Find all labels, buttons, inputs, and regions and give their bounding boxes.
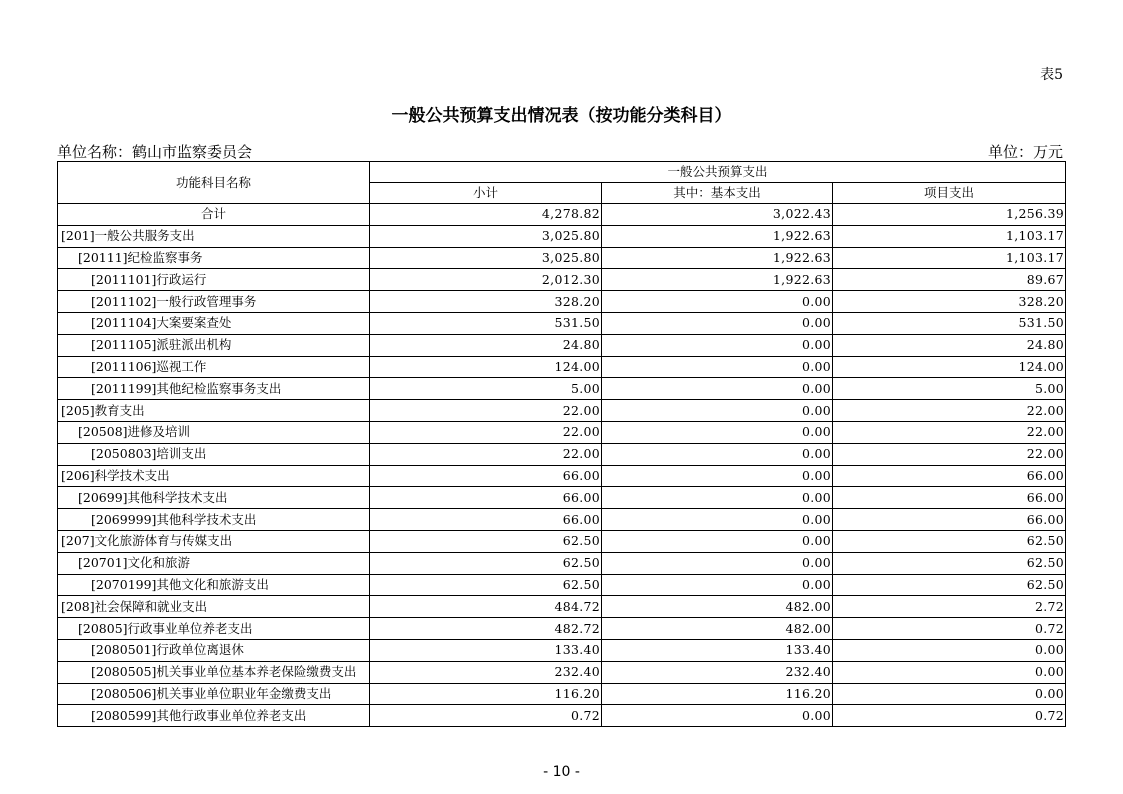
row-subtotal-cell: 5.00	[370, 378, 602, 400]
row-project-cell: 22.00	[833, 400, 1066, 422]
table-row	[58, 465, 1066, 487]
header-project: 项目支出	[833, 183, 1066, 204]
row-basic-cell: 0.00	[602, 356, 833, 378]
row-name-cell: [2011106]巡视工作	[58, 356, 370, 378]
row-subtotal-cell: 531.50	[370, 312, 602, 334]
row-basic-cell: 0.00	[602, 552, 833, 574]
row-subtotal-cell: 62.50	[370, 552, 602, 574]
header-function-name: 功能科目名称	[58, 162, 370, 204]
total-project: 1,256.39	[833, 204, 1066, 226]
table-number-label: 表5	[1040, 67, 1063, 83]
row-project-cell: 2.72	[833, 596, 1066, 618]
row-project-cell: 5.00	[833, 378, 1066, 400]
table-row	[58, 356, 1066, 378]
total-label: 合计	[58, 204, 370, 226]
row-name-cell: [2011102]一般行政管理事务	[58, 291, 370, 313]
table-row	[58, 334, 1066, 356]
table-row	[58, 443, 1066, 465]
table-row	[58, 596, 1066, 618]
row-name-cell: [2080506]机关事业单位职业年金缴费支出	[58, 683, 370, 705]
row-subtotal-cell: 2,012.30	[370, 269, 602, 291]
row-basic-cell: 1,922.63	[602, 247, 833, 269]
row-project-cell: 89.67	[833, 269, 1066, 291]
unit-name-label: 单位名称：鹤山市监察委员会	[57, 143, 253, 161]
row-subtotal-cell: 3,025.80	[370, 225, 602, 247]
row-project-cell: 66.00	[833, 509, 1066, 531]
row-basic-cell: 482.00	[602, 618, 833, 640]
row-subtotal-cell: 0.72	[370, 705, 602, 727]
row-basic-cell: 482.00	[602, 596, 833, 618]
row-basic-cell: 0.00	[602, 509, 833, 531]
row-name-cell: [208]社会保障和就业支出	[58, 596, 370, 618]
row-name-cell: [2080501]行政单位离退休	[58, 639, 370, 661]
table-row	[58, 639, 1066, 661]
total-row	[58, 204, 1066, 226]
row-basic-cell: 0.00	[602, 291, 833, 313]
row-name-cell: [2050803]培训支出	[58, 443, 370, 465]
row-name-cell: [20508]进修及培训	[58, 421, 370, 443]
row-project-cell: 62.50	[833, 530, 1066, 552]
row-subtotal-cell: 66.00	[370, 487, 602, 509]
row-subtotal-cell: 66.00	[370, 509, 602, 531]
page-title: 一般公共预算支出情况表（按功能分类科目）	[391, 106, 732, 126]
table-row	[58, 269, 1066, 291]
table-row	[58, 312, 1066, 334]
row-subtotal-cell: 22.00	[370, 443, 602, 465]
row-basic-cell: 0.00	[602, 465, 833, 487]
row-project-cell: 1,103.17	[833, 247, 1066, 269]
table-row	[58, 487, 1066, 509]
row-project-cell: 24.80	[833, 334, 1066, 356]
row-project-cell: 66.00	[833, 465, 1066, 487]
table-row	[58, 661, 1066, 683]
row-subtotal-cell: 328.20	[370, 291, 602, 313]
row-subtotal-cell: 133.40	[370, 639, 602, 661]
row-name-cell: [2080599]其他行政事业单位养老支出	[58, 705, 370, 727]
table-row	[58, 291, 1066, 313]
table-row	[58, 618, 1066, 640]
row-name-cell: [2011199]其他纪检监察事务支出	[58, 378, 370, 400]
row-subtotal-cell: 124.00	[370, 356, 602, 378]
row-basic-cell: 0.00	[602, 487, 833, 509]
row-basic-cell: 133.40	[602, 639, 833, 661]
row-basic-cell: 0.00	[602, 574, 833, 596]
row-subtotal-cell: 484.72	[370, 596, 602, 618]
row-name-cell: [207]文化旅游体育与传媒支出	[58, 530, 370, 552]
row-basic-cell: 0.00	[602, 705, 833, 727]
table-row	[58, 400, 1066, 422]
row-subtotal-cell: 66.00	[370, 465, 602, 487]
total-subtotal: 4,278.82	[370, 204, 602, 226]
row-subtotal-cell: 232.40	[370, 661, 602, 683]
row-subtotal-cell: 116.20	[370, 683, 602, 705]
row-project-cell: 0.00	[833, 639, 1066, 661]
row-basic-cell: 0.00	[602, 421, 833, 443]
table-row	[58, 378, 1066, 400]
row-name-cell: [2011105]派驻派出机构	[58, 334, 370, 356]
row-name-cell: [2069999]其他科学技术支出	[58, 509, 370, 531]
row-project-cell: 22.00	[833, 421, 1066, 443]
currency-unit-label: 单位：万元	[987, 143, 1063, 161]
row-project-cell: 0.00	[833, 661, 1066, 683]
budget-table	[57, 161, 1066, 727]
row-name-cell: [20111]纪检监察事务	[58, 247, 370, 269]
row-basic-cell: 0.00	[602, 443, 833, 465]
header-basic: 其中：基本支出	[602, 183, 833, 204]
page-number: - 10 -	[543, 764, 580, 780]
row-project-cell: 0.72	[833, 618, 1066, 640]
row-subtotal-cell: 22.00	[370, 400, 602, 422]
row-subtotal-cell: 24.80	[370, 334, 602, 356]
row-basic-cell: 0.00	[602, 530, 833, 552]
row-basic-cell: 0.00	[602, 334, 833, 356]
row-name-cell: [20699]其他科学技术支出	[58, 487, 370, 509]
header-subtotal: 小计	[370, 183, 602, 204]
table-row	[58, 421, 1066, 443]
row-name-cell: [2011104]大案要案查处	[58, 312, 370, 334]
table-row	[58, 683, 1066, 705]
table-row	[58, 574, 1066, 596]
row-name-cell: [2011101]行政运行	[58, 269, 370, 291]
row-subtotal-cell: 62.50	[370, 530, 602, 552]
row-project-cell: 1,103.17	[833, 225, 1066, 247]
row-basic-cell: 0.00	[602, 378, 833, 400]
row-subtotal-cell: 3,025.80	[370, 247, 602, 269]
row-subtotal-cell: 22.00	[370, 421, 602, 443]
table-row	[58, 530, 1066, 552]
row-name-cell: [206]科学技术支出	[58, 465, 370, 487]
row-name-cell: [20701]文化和旅游	[58, 552, 370, 574]
row-project-cell: 0.00	[833, 683, 1066, 705]
row-name-cell: [20805]行政事业单位养老支出	[58, 618, 370, 640]
row-basic-cell: 232.40	[602, 661, 833, 683]
row-project-cell: 124.00	[833, 356, 1066, 378]
table-row	[58, 552, 1066, 574]
row-project-cell: 62.50	[833, 574, 1066, 596]
row-basic-cell: 0.00	[602, 400, 833, 422]
header-row-group	[58, 162, 1066, 183]
row-name-cell: [2070199]其他文化和旅游支出	[58, 574, 370, 596]
row-basic-cell: 1,922.63	[602, 269, 833, 291]
row-name-cell: [2080505]机关事业单位基本养老保险缴费支出	[58, 661, 370, 683]
row-basic-cell: 1,922.63	[602, 225, 833, 247]
row-project-cell: 66.00	[833, 487, 1066, 509]
row-project-cell: 22.00	[833, 443, 1066, 465]
total-basic: 3,022.43	[602, 204, 833, 226]
header-budget-group: 一般公共预算支出	[370, 162, 1066, 183]
table-row	[58, 509, 1066, 531]
row-name-cell: [205]教育支出	[58, 400, 370, 422]
table-row	[58, 247, 1066, 269]
row-name-cell: [201]一般公共服务支出	[58, 225, 370, 247]
row-project-cell: 328.20	[833, 291, 1066, 313]
row-subtotal-cell: 482.72	[370, 618, 602, 640]
table-row	[58, 705, 1066, 727]
table-row	[58, 225, 1066, 247]
row-subtotal-cell: 62.50	[370, 574, 602, 596]
row-basic-cell: 0.00	[602, 312, 833, 334]
row-basic-cell: 116.20	[602, 683, 833, 705]
row-project-cell: 531.50	[833, 312, 1066, 334]
row-project-cell: 62.50	[833, 552, 1066, 574]
row-project-cell: 0.72	[833, 705, 1066, 727]
